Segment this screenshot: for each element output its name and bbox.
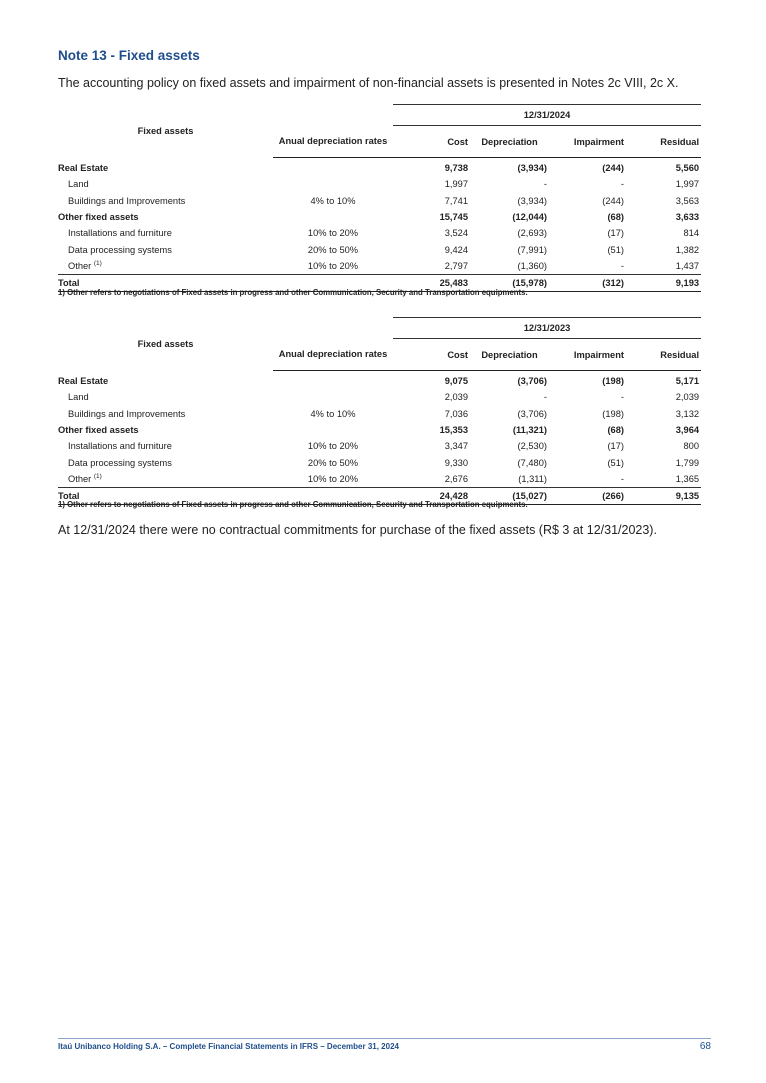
depreciation-cell-text: (7,480): [517, 457, 547, 468]
depreciation-cell: [470, 422, 549, 438]
depreciation-cell-text: (15,027): [512, 491, 547, 502]
impairment-cell-text: -: [620, 473, 624, 484]
cost-cell-text: 9,424: [444, 244, 468, 255]
impairment-cell-text: (198): [602, 376, 624, 387]
residual-cell-text: 1,382: [675, 244, 700, 255]
row-label-text: Total: [58, 278, 80, 289]
residual-cell-text: 1,997: [675, 179, 700, 190]
rate-cell: [273, 454, 393, 470]
residual-cell: [626, 438, 701, 454]
impairment-cell: [549, 241, 626, 257]
row-label: [58, 258, 273, 275]
cost-cell-text: 2,797: [444, 260, 468, 271]
impairment-cell: [549, 438, 626, 454]
impairment-cell: [549, 389, 626, 405]
rate-cell: [273, 225, 393, 241]
table-footnote: 1) Other refers to negotiations of Fixed assets in progress and other Communication, Security and Transportation equipments.: [58, 500, 528, 509]
cost-cell: [393, 258, 470, 275]
header-depreciation: Depreciation: [470, 339, 549, 371]
depreciation-cell-text: (11,321): [512, 425, 547, 436]
footnote-marker: (1): [93, 472, 102, 480]
residual-cell: [626, 158, 701, 177]
page-title: Note 13 - Fixed assets: [58, 48, 200, 63]
header-residual: Residual: [626, 339, 701, 371]
intro-paragraph: The accounting policy on fixed assets and impairment of non-financial assets is presented in Notes 2c VIII, 2c X.: [58, 76, 679, 90]
rate-cell: [273, 158, 393, 177]
residual-cell: [626, 389, 701, 405]
residual-cell-text: 800: [683, 441, 700, 452]
depreciation-cell: [470, 209, 549, 225]
depreciation-cell-text: (3,706): [517, 376, 547, 387]
rate-cell: [273, 193, 393, 209]
rate-cell-text: 20% to 50%: [307, 457, 359, 468]
cost-cell-text: 2,676: [444, 473, 468, 484]
impairment-cell-text: (17): [607, 228, 624, 239]
impairment-cell-text: -: [620, 392, 624, 403]
row-label: [58, 209, 273, 225]
depreciation-cell: [470, 454, 549, 470]
row-label-text: Other: [68, 473, 92, 484]
row-label: [58, 225, 273, 241]
cost-cell: [393, 158, 470, 177]
table-row: [58, 406, 701, 422]
depreciation-cell: [470, 471, 549, 488]
rate-cell-text: 10% to 20%: [307, 473, 359, 484]
row-label-text: Other: [68, 260, 92, 271]
cost-cell-text: 3,524: [444, 228, 468, 239]
table-row: [58, 241, 701, 257]
cost-cell: [393, 454, 470, 470]
table-row: [58, 176, 701, 192]
closing-paragraph: At 12/31/2024 there were no contractual commitments for purchase of the fixed assets (R$ 3 at 12/31/2023).: [58, 523, 657, 537]
cost-cell: [393, 209, 470, 225]
row-label-text: Other fixed assets: [58, 425, 139, 436]
cost-cell-text: 9,075: [444, 376, 468, 387]
row-label: [58, 454, 273, 470]
impairment-cell-text: (17): [607, 441, 624, 452]
row-label-text: Real Estate: [58, 375, 109, 386]
cost-cell-text: 1,997: [444, 179, 468, 190]
row-label-text: Data processing systems: [68, 457, 172, 468]
depreciation-cell-text: (2,530): [517, 441, 547, 452]
header-date: 12/31/2024: [393, 105, 701, 126]
header-depreciation: Depreciation: [470, 126, 549, 158]
row-label-text: Other fixed assets: [58, 212, 139, 223]
residual-cell-text: 9,135: [675, 491, 700, 502]
header-rate: Anual depreciation rates: [273, 339, 393, 371]
impairment-cell-text: -: [620, 179, 624, 190]
footer-divider: [58, 1038, 711, 1039]
residual-cell: [626, 176, 701, 192]
row-label-text: Data processing systems: [68, 244, 172, 255]
cost-cell-text: 7,036: [444, 408, 468, 419]
impairment-cell: [549, 371, 626, 390]
residual-cell: [626, 193, 701, 209]
residual-cell: [626, 371, 701, 390]
depreciation-cell-text: (7,991): [517, 244, 547, 255]
header-date: 12/31/2023: [393, 318, 701, 339]
impairment-cell: [549, 209, 626, 225]
residual-cell-text: 1,437: [675, 260, 700, 271]
rate-cell-text: 4% to 10%: [310, 195, 356, 206]
row-label: [58, 193, 273, 209]
fixed-assets-table-2024: [58, 104, 701, 292]
table-row: [58, 258, 701, 275]
rate-cell: [273, 389, 393, 405]
row-label: [58, 176, 273, 192]
depreciation-cell-text: (3,934): [517, 163, 547, 174]
depreciation-cell: [470, 406, 549, 422]
residual-cell: [626, 225, 701, 241]
row-label: [58, 241, 273, 257]
cost-cell-text: 9,330: [444, 457, 468, 468]
impairment-cell: [549, 158, 626, 177]
row-label: [58, 371, 273, 390]
residual-cell-text: 1,799: [675, 457, 700, 468]
depreciation-cell-text: (15,978): [512, 278, 547, 289]
row-label-text: Real Estate: [58, 162, 109, 173]
header-impairment: Impairment: [549, 126, 626, 158]
depreciation-cell: [470, 225, 549, 241]
cost-cell: [393, 371, 470, 390]
impairment-cell: [549, 258, 626, 275]
cost-cell-text: 25,483: [439, 278, 468, 289]
residual-cell: [626, 209, 701, 225]
row-label-text: Land: [68, 392, 89, 403]
residual-cell-text: 814: [683, 228, 700, 239]
cost-cell-text: 3,347: [444, 441, 468, 452]
table-row: [58, 471, 701, 488]
rate-cell: [273, 258, 393, 275]
table-row: [58, 193, 701, 209]
table-row: [58, 438, 701, 454]
footer-text: Itaú Unibanco Holding S.A. – Complete Financial Statements in IFRS – December 31, 2024: [58, 1042, 399, 1051]
table-row: [58, 209, 701, 225]
residual-cell-text: 5,560: [675, 163, 700, 174]
depreciation-cell-text: (1,360): [517, 260, 547, 271]
impairment-cell: [549, 406, 626, 422]
impairment-cell-text: -: [620, 260, 624, 271]
residual-cell-text: 3,563: [675, 195, 700, 206]
row-label: [58, 471, 273, 488]
row-label-text: Total: [58, 491, 80, 502]
depreciation-cell-text: -: [543, 179, 547, 190]
row-label: [58, 422, 273, 438]
table-row: [58, 158, 701, 177]
depreciation-cell: [470, 389, 549, 405]
cost-cell-text: 24,428: [439, 491, 468, 502]
rate-cell: [273, 209, 393, 225]
impairment-cell: [549, 225, 626, 241]
depreciation-cell-text: (1,311): [518, 473, 547, 484]
table-row: [58, 454, 701, 470]
impairment-cell: [549, 454, 626, 470]
residual-cell: [626, 471, 701, 488]
depreciation-cell-text: (3,934): [517, 195, 547, 206]
row-label: [58, 158, 273, 177]
table-row: [58, 371, 701, 390]
residual-cell: [626, 258, 701, 275]
depreciation-cell: [470, 158, 549, 177]
row-label-text: Installations and furniture: [68, 228, 172, 239]
row-label-text: Land: [68, 179, 89, 190]
rate-cell-text: 10% to 20%: [307, 260, 359, 271]
impairment-cell-text: (244): [602, 195, 624, 206]
depreciation-cell-text: (12,044): [512, 212, 547, 223]
header-cost: Cost: [393, 339, 470, 371]
header-fixed-assets: Fixed assets: [137, 126, 194, 136]
depreciation-cell-text: -: [543, 392, 547, 403]
cost-cell-text: 7,741: [444, 195, 468, 206]
residual-cell: [626, 454, 701, 470]
rate-cell-text: 10% to 20%: [307, 441, 359, 452]
impairment-cell: [549, 193, 626, 209]
row-label: [58, 406, 273, 422]
page-number: 68: [699, 1041, 711, 1052]
residual-cell: [626, 406, 701, 422]
cost-cell-text: 9,738: [444, 163, 468, 174]
impairment-cell: [549, 275, 626, 292]
header-rate: Anual depreciation rates: [273, 126, 393, 158]
depreciation-cell: [470, 241, 549, 257]
rate-cell: [273, 176, 393, 192]
cost-cell: [393, 225, 470, 241]
rate-cell: [273, 406, 393, 422]
depreciation-cell: [470, 258, 549, 275]
rate-cell-text: 20% to 50%: [307, 244, 359, 255]
residual-cell-text: 3,132: [675, 408, 700, 419]
row-label-text: Installations and furniture: [68, 441, 172, 452]
rate-cell-text: 10% to 20%: [307, 228, 359, 239]
residual-cell: [626, 422, 701, 438]
header-residual: Residual: [626, 126, 701, 158]
depreciation-cell: [470, 193, 549, 209]
row-label: [58, 438, 273, 454]
rate-cell: [273, 438, 393, 454]
residual-cell-text: 3,964: [675, 425, 700, 436]
residual-cell-text: 3,633: [675, 212, 700, 223]
header-impairment: Impairment: [549, 339, 626, 371]
cost-cell: [393, 389, 470, 405]
table-row: [58, 225, 701, 241]
cost-cell: [393, 176, 470, 192]
cost-cell: [393, 471, 470, 488]
residual-cell-text: 5,171: [675, 376, 700, 387]
table-footnote: 1) Other refers to negotiations of Fixed assets in progress and other Communication, Security and Transportation equipments.: [58, 288, 528, 297]
impairment-cell-text: (68): [607, 212, 624, 223]
impairment-cell-text: (266): [602, 491, 624, 502]
impairment-cell-text: (51): [607, 244, 624, 255]
header-fixed-assets: Fixed assets: [137, 339, 194, 349]
residual-cell: [626, 488, 701, 505]
residual-cell-text: 2,039: [675, 392, 700, 403]
impairment-cell: [549, 471, 626, 488]
rate-cell: [273, 422, 393, 438]
depreciation-cell-text: (2,693): [517, 228, 547, 239]
row-label-text: Buildings and Improvements: [68, 195, 186, 206]
fixed-assets-table-2023: [58, 317, 701, 505]
row-label: [58, 389, 273, 405]
residual-cell-text: 9,193: [675, 278, 700, 289]
residual-cell: [626, 275, 701, 292]
cost-cell-text: 15,353: [439, 425, 468, 436]
table-row: [58, 389, 701, 405]
row-label-text: Buildings and Improvements: [68, 408, 186, 419]
header-cost: Cost: [393, 126, 470, 158]
cost-cell-text: 15,745: [439, 212, 468, 223]
residual-cell: [626, 241, 701, 257]
cost-cell: [393, 422, 470, 438]
cost-cell: [393, 406, 470, 422]
depreciation-cell: [470, 438, 549, 454]
depreciation-cell: [470, 371, 549, 390]
cost-cell: [393, 438, 470, 454]
footnote-marker: (1): [93, 259, 102, 267]
impairment-cell-text: (198): [602, 408, 624, 419]
rate-cell: [273, 471, 393, 488]
impairment-cell: [549, 488, 626, 505]
table-row: [58, 422, 701, 438]
cost-cell: [393, 241, 470, 257]
rate-cell: [273, 371, 393, 390]
depreciation-cell: [470, 176, 549, 192]
rate-cell: [273, 241, 393, 257]
depreciation-cell-text: (3,706): [517, 408, 547, 419]
rate-cell-text: 4% to 10%: [310, 408, 356, 419]
cost-cell: [393, 193, 470, 209]
impairment-cell: [549, 176, 626, 192]
residual-cell-text: 1,365: [675, 473, 700, 484]
impairment-cell-text: (312): [602, 278, 624, 289]
cost-cell-text: 2,039: [444, 392, 468, 403]
impairment-cell-text: (68): [607, 425, 624, 436]
impairment-cell-text: (51): [607, 457, 624, 468]
impairment-cell: [549, 422, 626, 438]
impairment-cell-text: (244): [602, 163, 624, 174]
